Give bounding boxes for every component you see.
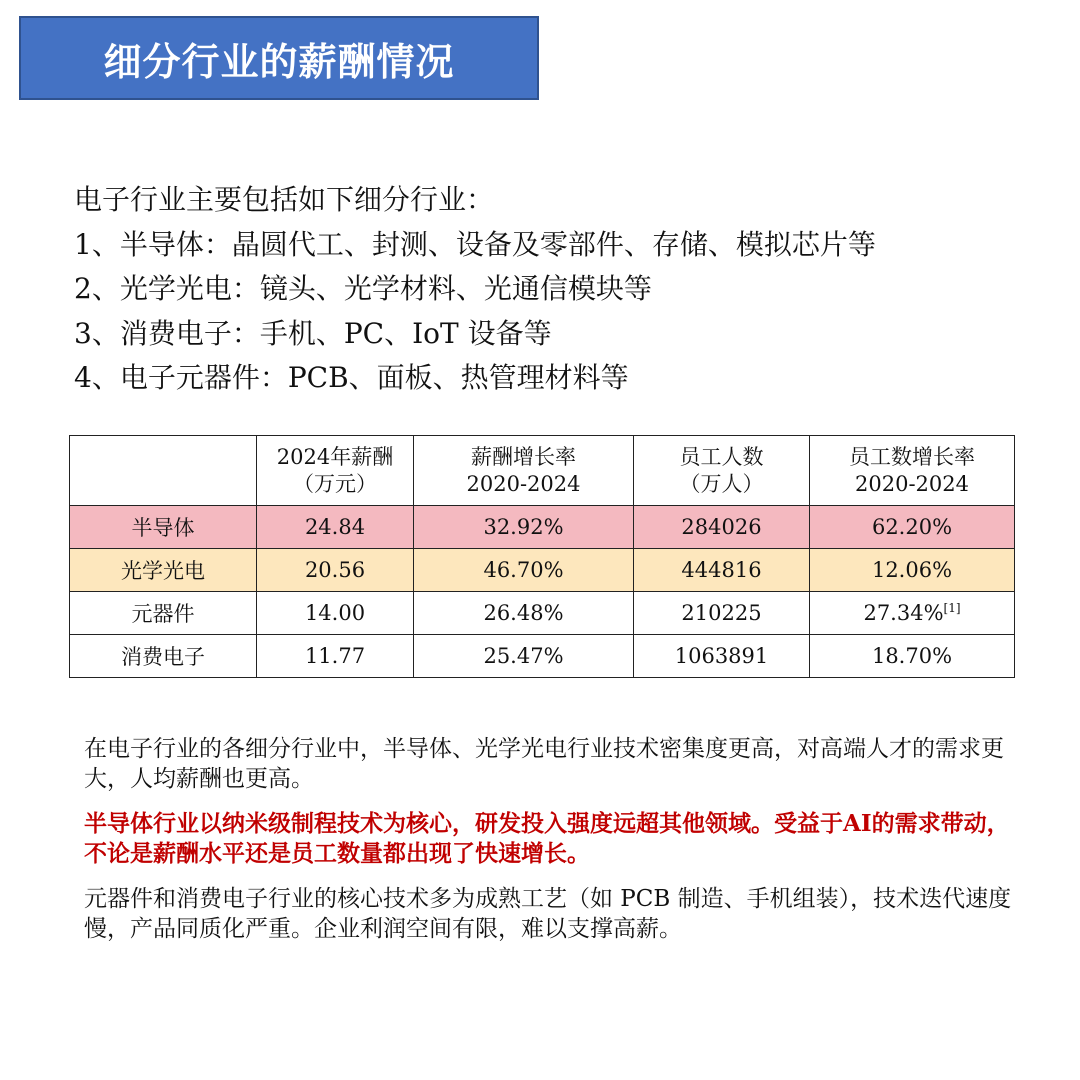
cell-employee-growth: 18.70% (810, 635, 1015, 678)
cell-employees: 284026 (634, 506, 810, 549)
table-row (70, 592, 1015, 635)
header-salary-growth: 薪酬增长率 2020-2024 (414, 436, 634, 506)
cell-employee-growth: 62.20% (810, 506, 1015, 549)
intro-item: 4、电子元器件：PCB、面板、热管理材料等 (74, 361, 629, 394)
row-name: 消费电子 (70, 635, 257, 678)
paragraph-highlight: 半导体行业以纳米级制程技术为核心，研发投入强度远超其他领域。受益于AI的需求带动，不论是薪酬水平还是员工数量都出现了快速增长。 (84, 810, 1010, 867)
cell-salary: 11.77 (257, 635, 414, 678)
table-row (70, 635, 1015, 678)
intro-heading: 电子行业主要包括如下细分行业： (74, 183, 495, 216)
row-name: 元器件 (70, 592, 257, 635)
page-title: 细分行业的薪酬情况 (103, 38, 455, 84)
cell-salary: 24.84 (257, 506, 414, 549)
cell-salary: 14.00 (257, 592, 414, 635)
cell-salary-growth: 46.70% (414, 549, 634, 592)
header-blank (70, 436, 257, 506)
intro-item: 1、半导体：晶圆代工、封测、设备及零部件、存储、模拟芯片等 (74, 227, 876, 261)
cell-employee-growth: 12.06% (810, 549, 1015, 592)
row-name: 光学光电 (70, 549, 257, 592)
cell-employees: 1063891 (634, 635, 810, 678)
intro-item: 2、光学光电：镜头、光学材料、光通信模块等 (74, 272, 652, 305)
header-salary: 2024年薪酬 （万元） (257, 436, 414, 506)
intro-item: 3、消费电子：手机、PC、IoT 设备等 (74, 316, 552, 350)
header-employee-growth: 员工数增长率 2020-2024 (810, 436, 1015, 506)
header-employees: 员工人数 （万人） (634, 436, 810, 506)
cell-salary-growth: 26.48% (414, 592, 634, 635)
paragraph-summary: 在电子行业的各细分行业中，半导体、光学光电行业技术密集度更高，对高端人才的需求更大，人均薪酬也更高。 (84, 736, 1004, 792)
table-row (70, 549, 1015, 592)
table-row (70, 506, 1015, 549)
cell-employees: 210225 (634, 592, 810, 635)
cell-salary-growth: 25.47% (414, 635, 634, 678)
paragraph-conclusion: 元器件和消费电子行业的核心技术多为成熟工艺（如 PCB 制造、手机组装），技术迭代速度慢，产品同质化严重。企业利润空间有限，难以支撑高薪。 (84, 886, 1012, 942)
salary-table (69, 435, 1015, 678)
title-banner (19, 16, 539, 100)
cell-salary-growth: 32.92% (414, 506, 634, 549)
footnote-marker[interactable]: [1] (943, 601, 961, 615)
cell-salary: 20.56 (257, 549, 414, 592)
analysis-section (84, 734, 1014, 959)
cell-employee-growth: 27.34%[1] (810, 592, 1015, 635)
row-name: 半导体 (70, 506, 257, 549)
intro-section (74, 178, 1034, 401)
cell-employees: 444816 (634, 549, 810, 592)
table-header-row (70, 436, 1015, 506)
